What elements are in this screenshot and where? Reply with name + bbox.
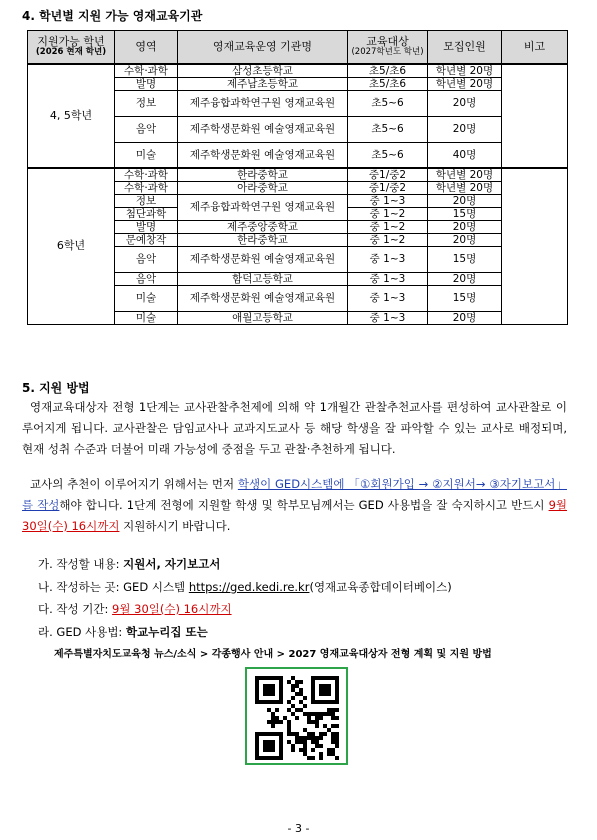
paragraph-text: 지원하시기 바랍니다.: [119, 519, 231, 533]
count-cell: 20명: [428, 194, 502, 207]
count-cell: 20명: [428, 116, 502, 142]
list-label: 라. GED 사용법:: [38, 625, 126, 639]
target-cell: 중1/중2: [348, 181, 428, 194]
field-cell: 수학·과학: [115, 181, 178, 194]
list-label: 다. 작성 기간:: [38, 602, 113, 616]
field-cell: 음악: [115, 272, 178, 285]
list-value: 지원서, 자기보고서: [123, 557, 221, 571]
count-cell: 15명: [428, 246, 502, 272]
header-recruit: 모집인원: [428, 31, 502, 65]
institution-cell: 제주융합과학연구원 영재교육원: [178, 194, 348, 220]
header-field: 영역: [115, 31, 178, 65]
field-cell: 정보: [115, 194, 178, 207]
institution-cell: 제주융합과학연구원 영재교육원: [178, 90, 348, 116]
list-value: (영재교육종합데이터베이스): [309, 580, 452, 594]
list-value: 학교누리집 또는: [125, 625, 208, 639]
field-cell: 음악: [115, 246, 178, 272]
deadline-value: 9월 30일(수) 16시까지: [112, 602, 232, 616]
field-cell: 미술: [115, 142, 178, 168]
field-cell: 정보: [115, 90, 178, 116]
target-cell: 중 1~2: [348, 220, 428, 233]
qr-code-icon: [255, 676, 339, 760]
field-cell: 발명: [115, 77, 178, 90]
note-cell: [502, 168, 568, 324]
institution-cell: 한라중학교: [178, 168, 348, 181]
count-cell: 학년별 20명: [428, 181, 502, 194]
menu-path-text: 제주특별자치도교육청 뉴스/소식 > 각종행사 안내 > 2027 영재교육대상자 전형 계획 및 지원 방법: [54, 649, 492, 660]
count-cell: 20명: [428, 90, 502, 116]
field-cell: 수학·과학: [115, 64, 178, 77]
institution-cell: 함덕고등학교: [178, 272, 348, 285]
institution-cell: 제주학생문화원 예술영재교육원: [178, 142, 348, 168]
count-cell: 20명: [428, 233, 502, 246]
institution-cell: 한라중학교: [178, 233, 348, 246]
header-grade: 지원가능 학년 (2026 현재 학년): [28, 31, 115, 65]
section-4-title: 4. 학년별 지원 가능 영재교육기관: [22, 9, 203, 23]
paragraph-text: 교사의 추천이 이루어지기 위해서는 먼저: [30, 477, 238, 491]
target-cell: 초5/초6: [348, 64, 428, 77]
list-item: [38, 556, 220, 572]
page-number: - 3 -: [287, 822, 310, 835]
note-cell: [502, 64, 568, 168]
institution-cell: 제주남초등학교: [178, 77, 348, 90]
institution-cell: 제주학생문화원 예술영재교육원: [178, 116, 348, 142]
count-cell: 15명: [428, 207, 502, 220]
institution-cell: 제주학생문화원 예술영재교육원: [178, 246, 348, 272]
ged-steps-highlight: 학생이 GED시스템에 「①회원가입 → ②지원서→ ③자기보고서」를 작성: [22, 477, 567, 512]
grade-group-cell: 4, 5학년: [28, 64, 115, 168]
count-cell: 20명: [428, 272, 502, 285]
header-target: 교육대상 (2027학년도 학년): [348, 31, 428, 65]
count-cell: 20명: [428, 311, 502, 324]
count-cell: 학년별 20명: [428, 64, 502, 77]
count-cell: 20명: [428, 220, 502, 233]
field-cell: 음악: [115, 116, 178, 142]
list-item: [38, 601, 232, 617]
section-5-title: 5. 지원 방법: [22, 381, 90, 395]
target-cell: 중 1~3: [348, 285, 428, 311]
institution-cell: 삼성초등학교: [178, 64, 348, 77]
field-cell: 문예창작: [115, 233, 178, 246]
header-note: 비고: [502, 31, 568, 65]
paragraph-observation: 영재교육대상자 전형 1단계는 교사관찰추천제에 의해 약 1개월간 관찰추천교사를 편성하여 교사관찰로 이루어지게 됩니다. 교사관찰은 담임교사나 교과지도교사 등 해당 학생을 잘 파악할 수 있는 교사로 배정되며, 현재 성취 수준과 더불어 미래 가능성에 중점을 두고 관찰·추천하게 됩니다.: [22, 400, 567, 456]
qr-code: [245, 667, 348, 765]
count-cell: 15명: [428, 285, 502, 311]
target-cell: 중1/중2: [348, 168, 428, 181]
target-cell: 중 1~3: [348, 272, 428, 285]
field-cell: 수학·과학: [115, 168, 178, 181]
paragraph-application: [22, 474, 567, 537]
target-cell: 초5~6: [348, 90, 428, 116]
list-label: 가. 작성할 내용:: [38, 557, 124, 571]
field-cell: 발명: [115, 220, 178, 233]
target-cell: 초5/초6: [348, 77, 428, 90]
institution-cell: 애월고등학교: [178, 311, 348, 324]
count-cell: 40명: [428, 142, 502, 168]
deadline-highlight: 9월 30일(수) 16시까지: [22, 498, 567, 533]
list-item: [38, 579, 452, 595]
target-cell: 중 1~2: [348, 233, 428, 246]
target-cell: 중 1~3: [348, 194, 428, 207]
institution-cell: 아라중학교: [178, 181, 348, 194]
table-row: [28, 168, 568, 181]
paragraph-text: 해야 합니다. 1단계 전형에 지원할 학생 및 학부모님께서는 GED 사용법을 잘 숙지하시고 반드시: [59, 498, 549, 512]
list-item: [38, 624, 208, 640]
field-cell: 미술: [115, 311, 178, 324]
target-cell: 중 1~3: [348, 311, 428, 324]
count-cell: 학년별 20명: [428, 168, 502, 181]
header-institution: 영재교육운영 기관명: [178, 31, 348, 65]
target-cell: 중 1~2: [348, 207, 428, 220]
field-cell: 미술: [115, 285, 178, 311]
target-cell: 중 1~3: [348, 246, 428, 272]
institution-cell: 제주중앙중학교: [178, 220, 348, 233]
count-cell: 학년별 20명: [428, 77, 502, 90]
target-cell: 초5~6: [348, 116, 428, 142]
institution-table: [27, 30, 568, 325]
institution-cell: 제주학생문화원 예술영재교육원: [178, 285, 348, 311]
grade-group-cell: 6학년: [28, 168, 115, 324]
field-cell: 첨단과학: [115, 207, 178, 220]
list-label: 나. 작성하는 곳: GED 시스템: [38, 580, 189, 594]
target-cell: 초5~6: [348, 142, 428, 168]
table-row: [28, 64, 568, 77]
ged-url-link[interactable]: https://ged.kedi.re.kr: [188, 580, 310, 594]
